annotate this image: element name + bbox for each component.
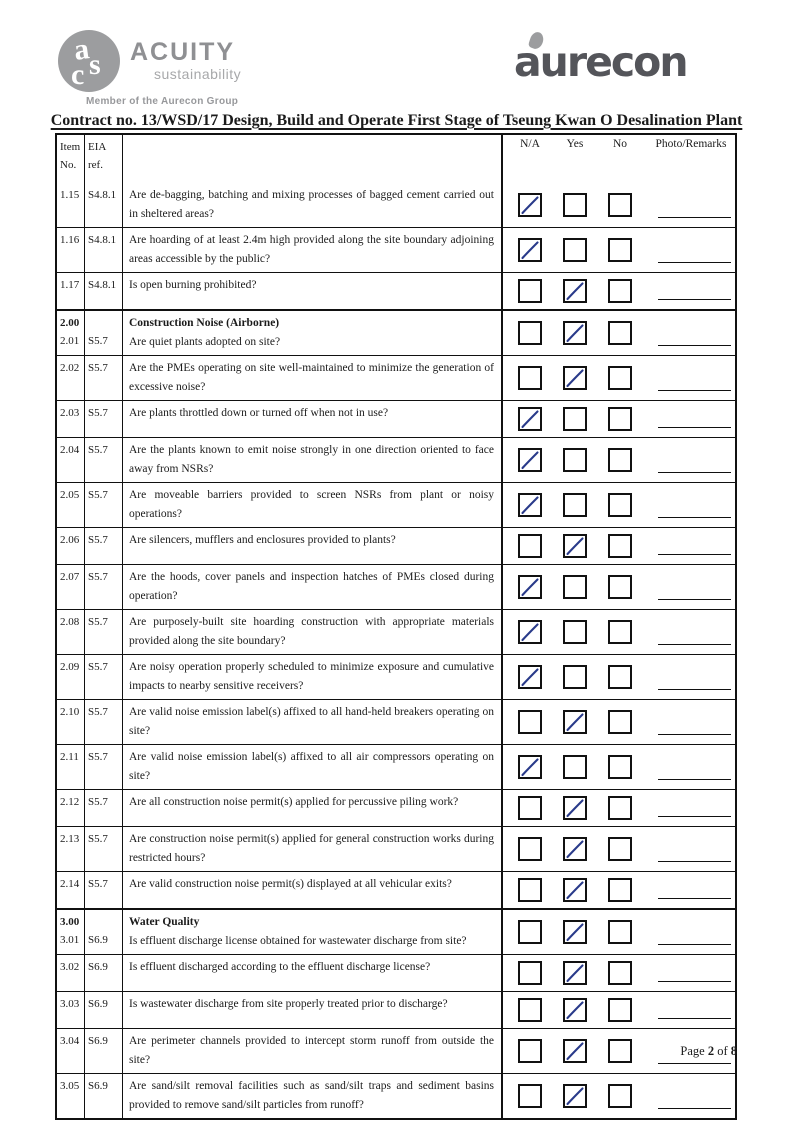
question-cell [123,311,503,355]
table-row [57,272,735,309]
na-checkbox[interactable] [518,1039,542,1063]
na-checkbox[interactable] [518,878,542,902]
item-no: 2.04 [60,444,80,456]
eia-ref-cell: S5.7 [85,438,123,482]
tick-mark-icon [563,534,587,558]
question-text: Are de-bagging, batching and mixing processes of bagged cement carried out in sheltered areas? [129,189,494,220]
table-row [57,744,735,789]
item-no: 1.15 [60,189,80,201]
remarks-line[interactable] [658,981,731,982]
yes-checkbox[interactable] [563,920,587,944]
na-checkbox[interactable] [518,493,542,517]
item-no: 1.16 [60,234,80,246]
logo-band [55,28,743,112]
aurecon-wordmark: aurecon [514,38,687,86]
no-checkbox[interactable] [608,448,632,472]
remarks-header: Photo/Remarks [655,138,727,150]
no-checkbox[interactable] [608,620,632,644]
item-no: 3.03 [60,998,80,1010]
yes-checkbox[interactable] [563,961,587,985]
table-row [57,654,735,699]
question-cell [123,745,503,789]
monogram-letter-s: s [89,48,101,81]
remarks-line[interactable] [658,427,731,428]
item-no-cell [57,565,85,609]
item-no-cell [57,655,85,699]
page-total: 8 [730,1044,737,1058]
remarks-line[interactable] [658,816,731,817]
question-cell [123,992,503,1028]
no-checkbox[interactable] [608,1039,632,1063]
tick-mark-icon [518,665,542,689]
remarks-line[interactable] [658,554,731,555]
checkbox-cell [503,438,735,482]
eia-ref-cell: S5.7 [85,872,123,908]
na-checkbox[interactable] [518,238,542,262]
na-checkbox[interactable] [518,796,542,820]
no-checkbox[interactable] [608,710,632,734]
tick-mark-icon [518,493,542,517]
tick-mark-icon [518,755,542,779]
checkbox-cell [503,401,735,437]
item-no-cell [57,438,85,482]
item-no-cell [57,183,85,227]
tick-mark-icon [563,279,587,303]
item-no-cell [57,610,85,654]
item-no-cell [57,401,85,437]
tick-mark-icon [563,321,587,345]
eia-ref-header: EIA ref. [85,135,123,183]
question-cell [123,483,503,527]
item-no-cell [57,228,85,272]
na-checkbox[interactable] [518,321,542,345]
yes-checkbox[interactable] [563,193,587,217]
item-no: 2.13 [60,833,80,845]
eia-ref-cell: S4.8.1 [85,228,123,272]
eia-ref-cell: S5.7 [85,790,123,826]
table-row [57,789,735,826]
checkbox-cell [503,356,735,400]
table-row [57,1028,735,1073]
na-checkbox[interactable] [518,279,542,303]
yes-checkbox[interactable] [563,620,587,644]
yes-checkbox[interactable] [563,755,587,779]
checklist-table [55,133,737,1120]
checks-header [503,135,735,183]
remarks-line[interactable] [658,599,731,600]
item-no-cell [57,910,85,954]
item-no: 2.01 [60,335,80,347]
item-no-cell [57,745,85,789]
question-cell [123,228,503,272]
item-no: 3.05 [60,1080,80,1092]
tick-mark-icon [518,193,542,217]
checkbox-cell [503,483,735,527]
remarks-line[interactable] [658,217,731,218]
no-checkbox[interactable] [608,407,632,431]
tick-mark-icon [563,796,587,820]
remarks-line[interactable] [658,779,731,780]
remarks-line[interactable] [658,299,731,300]
eia-ref-cell: S6.9 [85,955,123,991]
question-text: Are all construction noise permit(s) applied for percussive piling work? [129,796,459,808]
remarks-line[interactable] [658,472,731,473]
remarks-line[interactable] [658,944,731,945]
eia-ref-cell: S5.7 [85,827,123,871]
table-row [57,954,735,991]
item-no-cell [57,528,85,564]
table-row [57,227,735,272]
item-no: 2.12 [60,796,80,808]
acuity-member-text: Member of the Aurecon Group [86,96,239,107]
item-no-cell [57,872,85,908]
yes-checkbox[interactable] [563,575,587,599]
checkbox-cell [503,183,735,227]
na-checkbox[interactable] [518,448,542,472]
tick-mark-icon [563,1084,587,1108]
item-no: 2.03 [60,407,80,419]
eia-ref-cell: S5.7 [85,565,123,609]
acuity-monogram-icon [58,30,120,92]
tick-mark-icon [563,710,587,734]
checkbox-cell [503,700,735,744]
question-cell [123,700,503,744]
remarks-line[interactable] [658,1063,731,1064]
table-row [57,1073,735,1118]
no-checkbox[interactable] [608,998,632,1022]
question-text: Are valid noise emission label(s) affixed to all air compressors operating on site? [129,751,494,782]
item-no: 2.07 [60,571,80,583]
yes-checkbox[interactable] [563,1039,587,1063]
eia-ref-cell: S4.8.1 [85,273,123,309]
item-no: 2.08 [60,616,80,628]
item-no: 3.02 [60,961,80,973]
checkbox-cell [503,992,735,1028]
eia-ref-cell: S5.7 [85,356,123,400]
table-row [57,826,735,871]
table-row [57,609,735,654]
monogram-letter-c: c [71,58,85,91]
tick-mark-icon [518,448,542,472]
checkbox-cell [503,655,735,699]
yes-checkbox[interactable] [563,998,587,1022]
question-text: Are noisy operation properly scheduled to minimize exposure and cumulative impacts to nearby sensitive receivers? [129,661,494,692]
question-text: Are the hoods, cover panels and inspection hatches of PMEs closed during operation? [129,571,494,602]
item-no: 3.01 [60,934,80,946]
table-row [57,871,735,908]
eia-ref-cell: S4.8.1 [85,183,123,227]
checkbox-cell [503,827,735,871]
item-no-cell [57,827,85,871]
question-cell [123,356,503,400]
item-no: 2.10 [60,706,80,718]
na-checkbox[interactable] [518,193,542,217]
tick-mark-icon [563,366,587,390]
question-cell [123,655,503,699]
table-row [57,437,735,482]
no-checkbox[interactable] [608,575,632,599]
eia-ref-cell: S5.7 [85,745,123,789]
yes-checkbox[interactable] [563,279,587,303]
na-checkbox[interactable] [518,534,542,558]
yes-checkbox[interactable] [563,837,587,861]
yes-checkbox[interactable] [563,1084,587,1108]
yes-checkbox[interactable] [563,493,587,517]
question-text: Are the plants known to emit noise strongly in one direction oriented to face away from NSRs? [129,444,494,475]
na-checkbox[interactable] [518,920,542,944]
question-text: Are sand/silt removal facilities such as sand/silt traps and sediment basins provided to remove sand/silt particles from runoff? [129,1080,494,1111]
question-text: Are purposely-built site hoarding construction with appropriate materials provided along the site boundary? [129,616,494,647]
question-cell [123,1074,503,1118]
table-row [57,355,735,400]
na-checkbox[interactable] [518,998,542,1022]
question-text: Are moveable barriers provided to screen NSRs from plant or noisy operations? [129,489,494,520]
yes-checkbox[interactable] [563,238,587,262]
question-text: Are plants throttled down or turned off when not in use? [129,407,389,419]
no-header: No [612,138,628,150]
monogram-letter-a: a [71,32,92,67]
question-cell [123,790,503,826]
no-checkbox[interactable] [608,796,632,820]
remarks-line[interactable] [658,517,731,518]
eia-ref-cell: S5.7 [85,655,123,699]
tick-mark-icon [563,961,587,985]
item-no: 2.05 [60,489,80,501]
item-no-cell [57,992,85,1028]
table-row [57,309,735,355]
question-cell [123,438,503,482]
eia-ref-cell: S6.9 [85,1029,123,1073]
yes-checkbox[interactable] [563,448,587,472]
table-header-row [57,135,735,183]
question-cell [123,401,503,437]
item-no-cell [57,273,85,309]
remarks-line[interactable] [658,644,731,645]
no-checkbox[interactable] [608,837,632,861]
remarks-line[interactable] [658,390,731,391]
yes-checkbox[interactable] [563,796,587,820]
item-no: 2.09 [60,661,80,673]
question-text: Is effluent discharged according to the effluent discharge license? [129,961,431,973]
yes-checkbox[interactable] [563,407,587,431]
no-checkbox[interactable] [608,665,632,689]
item-no-cell [57,700,85,744]
tick-mark-icon [518,238,542,262]
table-row [57,991,735,1028]
yes-checkbox[interactable] [563,534,587,558]
na-checkbox[interactable] [518,837,542,861]
eia-ref-cell: S6.9 [85,910,123,954]
item-no: 2.06 [60,534,80,546]
page-title: Contract no. 13/WSD/17 Design, Build and Operate First Stage of Tseung Kwan O Desalination Plant [50,112,743,129]
checkbox-cell [503,955,735,991]
checkbox-cell [503,745,735,789]
no-checkbox[interactable] [608,366,632,390]
acuity-wordmark: ACUITY [130,38,236,66]
remarks-line[interactable] [658,1108,731,1109]
na-checkbox[interactable] [518,366,542,390]
remarks-line[interactable] [658,898,731,899]
remarks-line[interactable] [658,861,731,862]
checkbox-cell [503,273,735,309]
question-cell [123,273,503,309]
no-checkbox[interactable] [608,755,632,779]
tick-mark-icon [563,878,587,902]
question-cell [123,1029,503,1073]
na-header: N/A [520,138,540,150]
eia-ref-cell: S6.9 [85,1074,123,1118]
page-of: of [717,1044,728,1058]
question-cell [123,565,503,609]
remarks-line[interactable] [658,345,731,346]
question-text: Are valid noise emission label(s) affixed to all hand-held breakers operating on site? [129,706,494,737]
table-row [57,908,735,954]
checkbox-cell [503,872,735,908]
yes-header: Yes [566,138,584,150]
eia-ref-cell: S5.7 [85,483,123,527]
no-checkbox[interactable] [608,961,632,985]
question-text: Are quiet plants adopted on site? [129,335,281,348]
tick-mark-icon [518,575,542,599]
item-no-cell [57,955,85,991]
item-no: 2.11 [60,751,79,763]
section-item-no: 2.00 [60,317,80,329]
eia-ref-cell: S5.7 [85,610,123,654]
checkbox-cell [503,1074,735,1118]
na-checkbox[interactable] [518,575,542,599]
item-no-cell [57,790,85,826]
checkbox-cell [503,910,735,954]
question-text: Are the PMEs operating on site well-maintained to minimize the generation of excessive noise? [129,362,494,393]
section-item-no: 3.00 [60,916,80,928]
question-text: Are silencers, mufflers and enclosures provided to plants? [129,534,396,546]
item-no: 3.04 [60,1035,80,1047]
item-no-cell [57,1074,85,1118]
eia-ref-cell: S5.7 [85,401,123,437]
checkbox-cell [503,790,735,826]
question-cell [123,827,503,871]
checkbox-cell [503,528,735,564]
question-header [123,135,503,183]
question-cell [123,872,503,908]
aurecon-logo [514,36,739,96]
no-checkbox[interactable] [608,238,632,262]
item-no-header: Item No. [57,135,85,183]
eia-ref-cell: S6.9 [85,992,123,1028]
remarks-line[interactable] [658,689,731,690]
no-checkbox[interactable] [608,920,632,944]
item-no-cell [57,1029,85,1073]
question-cell [123,610,503,654]
section-title: Construction Noise (Airborne) [129,317,280,329]
item-no-cell [57,483,85,527]
yes-checkbox[interactable] [563,366,587,390]
no-checkbox[interactable] [608,193,632,217]
question-text: Are valid construction noise permit(s) displayed at all vehicular exits? [129,878,452,890]
acuity-tagline: sustainability [154,66,242,82]
page-number [680,1044,737,1059]
question-text: Is effluent discharge license obtained for wastewater discharge from site? [129,934,467,947]
table-row [57,699,735,744]
na-checkbox[interactable] [518,755,542,779]
eia-ref-cell: S5.7 [85,528,123,564]
no-checkbox[interactable] [608,279,632,303]
table-body [57,183,735,1118]
tick-mark-icon [563,837,587,861]
na-checkbox[interactable] [518,620,542,644]
na-checkbox[interactable] [518,1084,542,1108]
table-row [57,527,735,564]
eia-ref-cell: S5.7 [85,700,123,744]
question-text: Is open burning prohibited? [129,279,257,291]
yes-checkbox[interactable] [563,665,587,689]
na-checkbox[interactable] [518,665,542,689]
section-title: Water Quality [129,916,200,928]
na-checkbox[interactable] [518,710,542,734]
checkbox-cell [503,228,735,272]
no-checkbox[interactable] [608,1084,632,1108]
checkbox-cell [503,311,735,355]
question-cell [123,910,503,954]
question-cell [123,183,503,227]
no-checkbox[interactable] [608,878,632,902]
checkbox-cell [503,610,735,654]
question-cell [123,955,503,991]
table-row [57,482,735,527]
no-checkbox[interactable] [608,534,632,558]
tick-mark-icon [563,920,587,944]
question-text: Are construction noise permit(s) applied for general construction works during restricted hours? [129,833,494,864]
tick-mark-icon [563,1039,587,1063]
no-checkbox[interactable] [608,493,632,517]
tick-mark-icon [518,620,542,644]
table-row [57,400,735,437]
na-checkbox[interactable] [518,961,542,985]
checkbox-cell [503,565,735,609]
page-current: 2 [707,1044,715,1058]
question-text: Is wastewater discharge from site properly treated prior to discharge? [129,998,448,1010]
item-no: 2.02 [60,362,80,374]
question-text: Are hoarding of at least 2.4m high provided along the site boundary adjoining areas accessible by the public? [129,234,494,265]
yes-checkbox[interactable] [563,710,587,734]
item-no: 1.17 [60,279,80,291]
table-row [57,564,735,609]
item-no-cell [57,311,85,355]
remarks-line[interactable] [658,734,731,735]
remarks-line[interactable] [658,262,731,263]
table-row [57,183,735,227]
remarks-line[interactable] [658,1018,731,1019]
item-no-cell [57,356,85,400]
question-text: Are perimeter channels provided to intercept storm runoff from outside the site? [129,1035,494,1066]
question-cell [123,528,503,564]
eia-ref-cell: S5.7 [85,311,123,355]
yes-checkbox[interactable] [563,321,587,345]
page-word: Page [680,1044,705,1058]
yes-checkbox[interactable] [563,878,587,902]
no-checkbox[interactable] [608,321,632,345]
na-checkbox[interactable] [518,407,542,431]
item-no: 2.14 [60,878,80,890]
tick-mark-icon [518,407,542,431]
tick-mark-icon [563,998,587,1022]
